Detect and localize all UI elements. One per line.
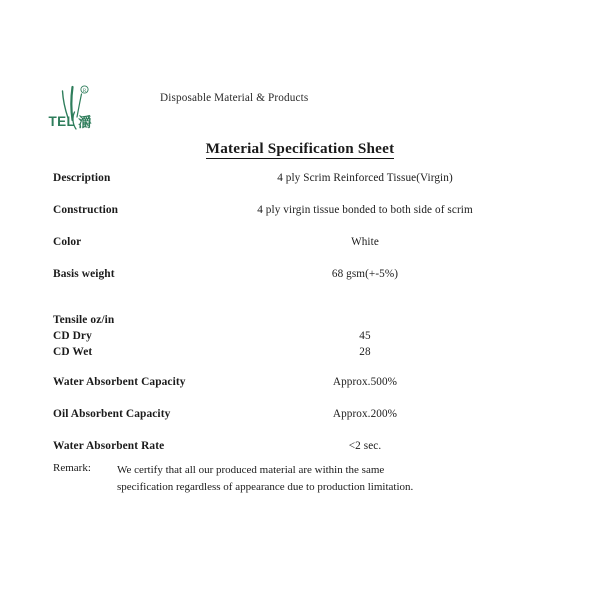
spec-row-cd-wet xyxy=(0,346,600,362)
spec-value: Approx.500% xyxy=(332,376,398,388)
spec-value: 45 xyxy=(359,330,371,342)
tel-logo-graphic xyxy=(48,84,100,134)
svg-text:R: R xyxy=(82,89,87,94)
spec-row-oil-absorbent-capacity xyxy=(0,408,600,440)
specification-table xyxy=(0,172,600,472)
remark-line-1: We certify that all our produced material are within the same xyxy=(117,464,385,476)
spec-value: 68 gsm(+-5%) xyxy=(331,268,399,280)
company-logo xyxy=(48,84,100,134)
spec-row-tensile-heading xyxy=(0,314,600,330)
spec-row-construction xyxy=(0,204,600,236)
spec-value: <2 sec. xyxy=(348,440,382,452)
remark-line-2: specification regardless of appearance due to production limitation. xyxy=(117,481,414,493)
spec-label: Construction xyxy=(53,204,119,216)
spec-value: Approx.200% xyxy=(332,408,398,420)
svg-text:灂: 灂 xyxy=(78,115,92,131)
spec-row-description xyxy=(0,172,600,204)
spec-label: Basis weight xyxy=(53,268,115,280)
remark-label: Remark: xyxy=(53,462,91,474)
spec-label: CD Dry xyxy=(53,330,92,342)
remark-body xyxy=(117,462,477,496)
spec-value: White xyxy=(351,236,379,248)
document-title xyxy=(0,140,600,158)
spec-label: CD Wet xyxy=(53,346,93,358)
spec-row-cd-dry xyxy=(0,330,600,346)
spec-row-color xyxy=(0,236,600,268)
spec-value: 4 ply virgin tissue bonded to both side of scrim xyxy=(257,204,473,216)
spec-row-water-absorbent-capacity xyxy=(0,376,600,408)
svg-text:TEL: TEL xyxy=(48,114,76,129)
company-tagline: Disposable Material & Products xyxy=(160,92,309,104)
spec-label: Color xyxy=(53,236,82,248)
spec-label: Tensile oz/in xyxy=(53,314,115,326)
letterhead xyxy=(0,78,600,140)
spec-label: Water Absorbent Rate xyxy=(53,440,165,452)
spec-value: 4 ply Scrim Reinforced Tissue(Virgin) xyxy=(277,172,453,184)
spec-label: Oil Absorbent Capacity xyxy=(53,408,171,420)
spec-label: Description xyxy=(53,172,111,184)
spec-row-basis-weight xyxy=(0,268,600,300)
spec-value: 28 xyxy=(359,346,371,358)
document-title-text: Material Specification Sheet xyxy=(205,140,395,157)
spec-label: Water Absorbent Capacity xyxy=(53,376,186,388)
